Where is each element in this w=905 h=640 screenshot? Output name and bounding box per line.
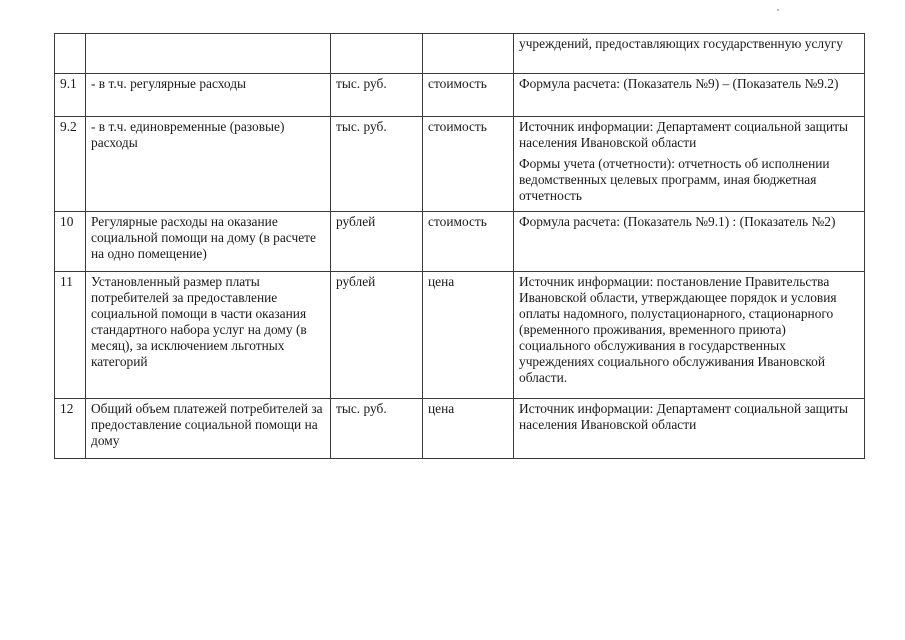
row-number: 11 bbox=[55, 272, 86, 399]
source-info bbox=[514, 212, 865, 272]
row-number: 9.2 bbox=[55, 117, 86, 212]
source-info bbox=[514, 117, 865, 212]
source-paragraph: Источник информации: постановление Правительства Ивановской области, утверждающее порядок и условия оплаты надомного, полустационарного, стационарного (временного проживания, временного приюта) социального обслуживания в государственных учреждениях социального обслуживания Ивановской области. bbox=[519, 274, 837, 385]
source-paragraph: Источник информации: Департамент социальной защиты населения Ивановской области bbox=[519, 401, 849, 432]
indicator-type bbox=[423, 34, 514, 74]
table-row bbox=[55, 74, 865, 117]
indicator-type: цена bbox=[423, 399, 514, 459]
source-paragraph: Формула расчета: (Показатель №9) – (Показатель №9.2) bbox=[519, 76, 839, 91]
table-row bbox=[55, 399, 865, 459]
indicator-name: Установленный размер платы потребителей за предоставление социальной помощи в части оказания стандартного набора услуг на дому (в месяц), за исключением льготных категорий bbox=[86, 272, 331, 399]
row-number: 9.1 bbox=[55, 74, 86, 117]
unit-of-measure: рублей bbox=[331, 212, 423, 272]
source-paragraph: Источник информации: Департамент социальной защиты населения Ивановской области bbox=[519, 119, 849, 150]
indicator-type: стоимость bbox=[423, 117, 514, 212]
source-info bbox=[514, 399, 865, 459]
source-paragraph: Формула расчета: (Показатель №9.1) : (Показатель №2) bbox=[519, 214, 836, 229]
unit-of-measure: тыс. руб. bbox=[331, 117, 423, 212]
unit-of-measure: тыс. руб. bbox=[331, 399, 423, 459]
scan-speck bbox=[777, 9, 779, 11]
indicator-name bbox=[86, 34, 331, 74]
row-number: 10 bbox=[55, 212, 86, 272]
source-paragraph: учреждений, предоставляющих государственную услугу bbox=[519, 36, 843, 51]
indicator-name: Общий объем платежей потребителей за предоставление социальной помощи на дому bbox=[86, 399, 331, 459]
indicator-name: - в т.ч. регулярные расходы bbox=[86, 74, 331, 117]
row-number: 12 bbox=[55, 399, 86, 459]
indicator-type: стоимость bbox=[423, 212, 514, 272]
source-info bbox=[514, 34, 865, 74]
unit-of-measure: рублей bbox=[331, 272, 423, 399]
indicator-type: цена bbox=[423, 272, 514, 399]
indicator-name: Регулярные расходы на оказание социальной помощи на дому (в расчете на одно помещение) bbox=[86, 212, 331, 272]
table-row bbox=[55, 34, 865, 74]
source-paragraph: Формы учета (отчетности): отчетность об исполнении ведомственных целевых программ, иная бюджетная отчетность bbox=[519, 156, 830, 203]
unit-of-measure: тыс. руб. bbox=[331, 74, 423, 117]
table-row bbox=[55, 212, 865, 272]
source-info bbox=[514, 74, 865, 117]
indicator-type: стоимость bbox=[423, 74, 514, 117]
row-number bbox=[55, 34, 86, 74]
indicator-name: - в т.ч. единовременные (разовые) расходы bbox=[86, 117, 331, 212]
table-row bbox=[55, 272, 865, 399]
table-row bbox=[55, 117, 865, 212]
indicators-table bbox=[54, 33, 865, 459]
unit-of-measure bbox=[331, 34, 423, 74]
source-info bbox=[514, 272, 865, 399]
